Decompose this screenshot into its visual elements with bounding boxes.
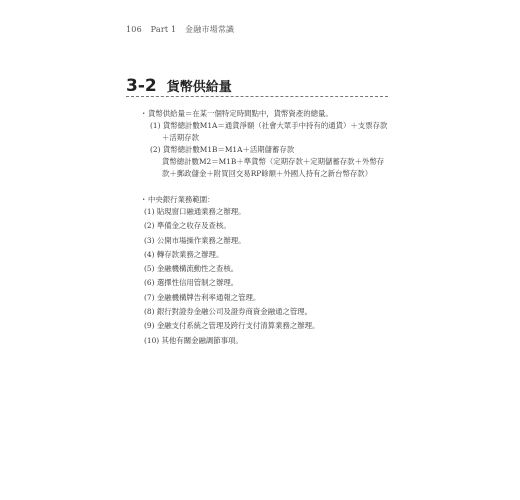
bullet-marker: ・ [140, 109, 148, 118]
section-number: 3-2 [126, 76, 157, 96]
section-title: 貨幣供給量 [166, 80, 232, 95]
section-heading [126, 76, 232, 96]
list-item: (2) 準備金之收存及查核。 [144, 221, 231, 231]
definition-intro: 貨幣供給量＝在某一個特定時間點中，貨幣資產的總量。 [148, 109, 333, 118]
list-item: (3) 公開市場操作業務之辦理。 [144, 235, 246, 245]
definition-bullet [140, 108, 391, 120]
list-item: (5) 金融機構流動性之查核。 [144, 264, 239, 274]
list-item: (8) 銀行對證券金融公司及證券商資金融通之管理。 [144, 307, 313, 317]
central-bank-heading: 中央銀行業務範圍： [148, 195, 215, 204]
section-divider [126, 96, 388, 97]
central-bank-bullet [140, 194, 391, 206]
list-item: (4) 轉存款業務之辦理。 [144, 249, 224, 259]
definition-item-m1a: (1) 貨幣總計數M1A＝通貨淨額（社會大眾手中持有的通貨）＋支票存款＋活期存款 [150, 121, 388, 142]
list-item: (9) 金融支付系統之管理及跨行支付清算業務之辦理。 [144, 321, 320, 331]
definition-item-m1b: (2) 貨幣總計數M1B＝M1A＋活期儲蓄存款 [150, 145, 295, 154]
bullet-marker: ・ [140, 195, 148, 204]
list-item: (7) 金融機構牌告利率通報之管理。 [144, 292, 261, 302]
part-label: Part 1 [150, 25, 177, 34]
page-number: 106 [126, 25, 142, 34]
central-bank-list [144, 206, 391, 347]
section-body [126, 108, 391, 349]
list-item: (6) 選擇性信用管制之辦理。 [144, 278, 239, 288]
definition-m2: 貨幣總計數M2＝M1B＋準貨幣（定期存款＋定期儲蓄存款＋外幣存款＋郵政儲金＋附買回交易RP餘額＋外國人持有之新台幣存款） [162, 157, 385, 178]
list-item: (10) 其他有關金融調節事項。 [144, 335, 243, 345]
list-item: (1) 貼現窗口融通業務之辦理。 [144, 207, 246, 216]
running-head [126, 24, 240, 35]
book-title: 金融市場常識 [185, 25, 235, 34]
